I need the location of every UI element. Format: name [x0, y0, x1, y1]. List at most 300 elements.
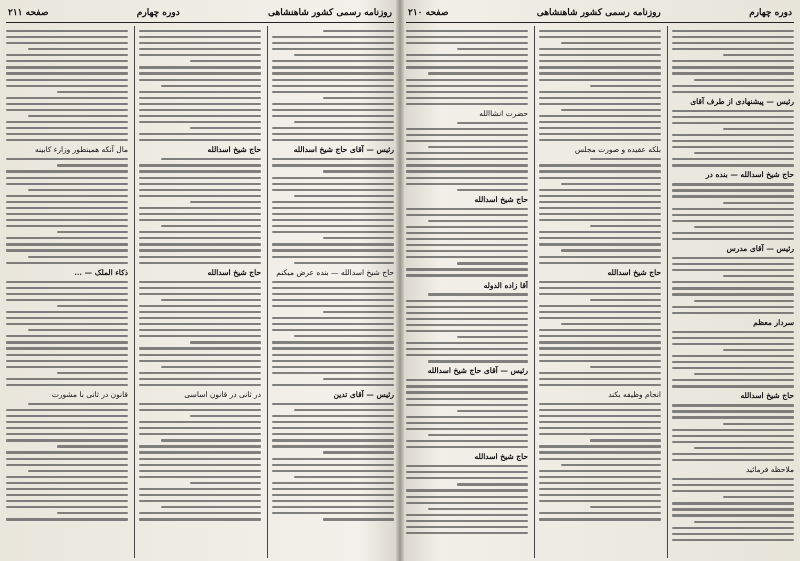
text-line: [6, 311, 128, 313]
text-line: [294, 121, 394, 123]
text-line: [6, 299, 128, 301]
text-line: [406, 520, 528, 522]
text-line: [672, 195, 794, 197]
text-line: [539, 127, 661, 129]
text-line: [672, 281, 794, 283]
text-line: [539, 48, 661, 50]
text-line: [672, 379, 794, 381]
text-line: [6, 97, 128, 99]
text-line: [272, 347, 394, 349]
text-line: [406, 177, 528, 179]
text-line: [139, 262, 261, 264]
text-line: [6, 421, 128, 423]
text-line: [272, 177, 394, 179]
text-line: [6, 335, 128, 337]
text-line: [457, 483, 528, 485]
text-line: [406, 391, 528, 393]
text-line: [272, 470, 394, 472]
text-line: [406, 60, 528, 62]
text-line: [139, 329, 261, 331]
text-line: [406, 214, 528, 216]
text-line: [6, 36, 128, 38]
text-line: [672, 60, 794, 62]
text-line: [272, 433, 394, 435]
text-line: [139, 384, 261, 386]
text-line: [139, 500, 261, 502]
text-line: [57, 231, 128, 233]
text-line: [139, 281, 261, 283]
text-line: [672, 385, 794, 387]
text-line: [323, 518, 394, 520]
text-line: [139, 354, 261, 356]
text-line: [6, 121, 128, 123]
text-line: [139, 360, 261, 362]
speaker-heading: سردار معظم: [753, 317, 794, 327]
text-line: [406, 164, 528, 166]
text-line: [672, 312, 794, 314]
text-line: [428, 360, 528, 362]
text-line: [139, 103, 261, 105]
text-line: [139, 231, 261, 233]
text-line: [539, 170, 661, 172]
text-line: [672, 533, 794, 535]
text-line: [406, 416, 528, 418]
text-line: [672, 484, 794, 486]
text-line: [272, 256, 394, 258]
text-line: [272, 384, 394, 386]
text-line: [6, 494, 128, 496]
text-line: [272, 403, 394, 405]
text-line: [406, 354, 528, 356]
text-line: [272, 109, 394, 111]
text-line: [406, 152, 528, 154]
text-line: [539, 219, 661, 221]
text-line: [672, 429, 794, 431]
text-line: [539, 133, 661, 135]
text-line: [272, 91, 394, 93]
text-line: [272, 79, 394, 81]
text-line: [406, 446, 528, 448]
text-line: [561, 42, 661, 44]
text-line: [272, 354, 394, 356]
text-line: [139, 421, 261, 423]
text-line: [272, 372, 394, 374]
text-line: [672, 367, 794, 369]
text-line: [672, 220, 794, 222]
text-line: [6, 518, 128, 520]
text-line: [272, 445, 394, 447]
text-line: [406, 342, 528, 344]
text-line: [139, 72, 261, 74]
text-line: [139, 256, 261, 258]
text-line: [539, 488, 661, 490]
text-line: [539, 36, 661, 38]
text-line: [539, 500, 661, 502]
text-line: [139, 403, 261, 405]
text-line: [539, 518, 661, 520]
text-line: [323, 311, 394, 313]
text-line: [672, 263, 794, 265]
text-line: [6, 139, 128, 141]
text-line: [294, 476, 394, 478]
text-line: [561, 464, 661, 466]
text-line: [272, 72, 394, 74]
text-line: [139, 121, 261, 123]
text-line: [28, 48, 128, 50]
text-line: [672, 490, 794, 492]
text-line: [6, 243, 128, 245]
text-line: [406, 183, 528, 185]
speaker-heading: حاج شیخ اسدالله — بنده در: [705, 170, 794, 180]
text-fragment: حاج شیخ اسدالله — بنده عرض میکنم: [276, 267, 394, 277]
text-line: [539, 97, 661, 99]
text-line: [406, 97, 528, 99]
text-line: [590, 439, 661, 441]
right-page-column-3: [406, 26, 528, 558]
text-line: [139, 30, 261, 32]
text-line: [57, 164, 128, 166]
text-line: [539, 121, 661, 123]
text-line: [190, 415, 261, 417]
text-line: [6, 54, 128, 56]
text-line: [272, 189, 394, 191]
right-page-header: [406, 6, 794, 23]
text-line: [139, 249, 261, 251]
text-line: [672, 508, 794, 510]
text-line: [406, 502, 528, 504]
text-line: [272, 48, 394, 50]
text-line: [139, 243, 261, 245]
text-line: [161, 225, 261, 227]
text-line: [457, 189, 528, 191]
text-line: [139, 183, 261, 185]
text-line: [539, 470, 661, 472]
text-line: [672, 459, 794, 461]
text-line: [294, 262, 394, 264]
text-line: [539, 195, 661, 197]
text-line: [672, 306, 794, 308]
left-page: [6, 6, 394, 558]
text-line: [457, 336, 528, 338]
text-line: [272, 360, 394, 362]
text-line: [161, 366, 261, 368]
text-line: [590, 506, 661, 508]
text-line: [6, 415, 128, 417]
text-line: [406, 140, 528, 142]
text-line: [272, 293, 394, 295]
text-line: [428, 72, 528, 74]
text-line: [539, 415, 661, 417]
text-line: [57, 445, 128, 447]
text-line: [672, 404, 794, 406]
text-line: [6, 249, 128, 251]
text-line: [672, 478, 794, 480]
text-line: [161, 506, 261, 508]
text-line: [672, 527, 794, 529]
text-line: [672, 164, 794, 166]
text-line: [672, 410, 794, 412]
text-line: [672, 30, 794, 32]
text-line: [139, 91, 261, 93]
text-line: [406, 465, 528, 467]
text-line: [672, 435, 794, 437]
text-line: [539, 54, 661, 56]
text-line: [672, 343, 794, 345]
text-line: [190, 60, 261, 62]
text-line: [6, 133, 128, 135]
text-line: [272, 415, 394, 417]
text-line: [272, 488, 394, 490]
text-line: [672, 91, 794, 93]
text-line: [672, 116, 794, 118]
text-line: [672, 416, 794, 418]
text-line: [139, 48, 261, 50]
text-line: [272, 287, 394, 289]
text-line: [272, 158, 394, 160]
text-line: [672, 502, 794, 504]
text-line: [139, 177, 261, 179]
text-line: [406, 79, 528, 81]
text-line: [139, 445, 261, 447]
right-page-columns: [406, 26, 794, 558]
text-line: [539, 421, 661, 423]
text-line: [406, 398, 528, 400]
text-line: [139, 164, 261, 166]
text-line: [272, 60, 394, 62]
text-line: [139, 347, 261, 349]
text-line: [6, 427, 128, 429]
text-line: [272, 42, 394, 44]
text-line: [539, 427, 661, 429]
text-line: [539, 79, 661, 81]
text-line: [161, 85, 261, 87]
text-line: [406, 489, 528, 491]
text-line: [6, 79, 128, 81]
right-header-center: روزنامه رسمی کشور شاهنشاهی: [536, 8, 661, 18]
text-line: [406, 477, 528, 479]
text-line: [406, 312, 528, 314]
text-line: [6, 341, 128, 343]
speaker-heading: حاج شیخ اسدالله: [474, 452, 528, 462]
text-line: [406, 268, 528, 270]
text-line: [6, 354, 128, 356]
text-line: [539, 384, 661, 386]
text-line: [539, 347, 661, 349]
text-fragment: بلکه عقیده و صورت مجلس: [574, 145, 661, 155]
text-line: [406, 30, 528, 32]
text-line: [272, 164, 394, 166]
text-line: [539, 378, 661, 380]
text-line: [6, 506, 128, 508]
text-line: [139, 372, 261, 374]
text-line: [723, 54, 794, 56]
text-line: [672, 158, 794, 160]
text-line: [28, 256, 128, 258]
text-line: [323, 30, 394, 32]
text-line: [406, 158, 528, 160]
text-line: [6, 439, 128, 441]
text-line: [6, 183, 128, 185]
text-line: [406, 66, 528, 68]
text-line: [6, 317, 128, 319]
text-line: [428, 508, 528, 510]
text-line: [539, 237, 661, 239]
text-line: [6, 366, 128, 368]
text-line: [323, 97, 394, 99]
text-line: [406, 103, 528, 105]
right-page-column-1: [667, 26, 794, 558]
text-line: [139, 311, 261, 313]
text-fragment: در ثانی در قانون اساسی: [184, 389, 261, 399]
text-line: [272, 500, 394, 502]
text-line: [672, 72, 794, 74]
text-line: [539, 30, 661, 32]
text-line: [539, 103, 661, 105]
text-line: [272, 231, 394, 233]
left-page-column-2: [134, 26, 261, 558]
left-header-center: دوره چهارم: [136, 8, 180, 18]
text-line: [672, 331, 794, 333]
text-fragment: مال آنکه همینطور وزارء کابینه: [34, 145, 128, 155]
text-line: [161, 158, 261, 160]
text-line: [139, 133, 261, 135]
text-line: [190, 341, 261, 343]
text-line: [139, 433, 261, 435]
text-line: [539, 409, 661, 411]
text-line: [6, 293, 128, 295]
text-line: [457, 48, 528, 50]
text-line: [272, 243, 394, 245]
text-line: [694, 521, 794, 523]
text-line: [406, 36, 528, 38]
text-line: [6, 66, 128, 68]
text-line: [406, 170, 528, 172]
text-line: [672, 122, 794, 124]
text-line: [428, 293, 528, 295]
text-line: [539, 494, 661, 496]
text-line: [672, 110, 794, 112]
text-line: [406, 471, 528, 473]
text-line: [6, 323, 128, 325]
text-line: [272, 213, 394, 215]
text-line: [539, 91, 661, 93]
text-line: [672, 140, 794, 142]
speaker-heading: حاج شیخ اسدالله: [607, 267, 661, 277]
text-line: [28, 329, 128, 331]
text-line: [539, 335, 661, 337]
text-line: [6, 72, 128, 74]
text-line: [6, 225, 128, 227]
text-line: [406, 256, 528, 258]
text-line: [406, 85, 528, 87]
text-line: [561, 109, 661, 111]
text-line: [723, 275, 794, 277]
text-line: [6, 482, 128, 484]
text-line: [406, 208, 528, 210]
text-line: [539, 403, 661, 405]
text-line: [406, 42, 528, 44]
text-line: [6, 464, 128, 466]
text-line: [139, 139, 261, 141]
text-line: [723, 423, 794, 425]
text-line: [561, 249, 661, 251]
text-line: [272, 421, 394, 423]
text-line: [539, 231, 661, 233]
text-line: [406, 330, 528, 332]
text-line: [6, 207, 128, 209]
text-line: [139, 207, 261, 209]
text-line: [6, 347, 128, 349]
text-line: [539, 60, 661, 62]
text-line: [406, 526, 528, 528]
right-page-column-2: [534, 26, 661, 558]
text-line: [457, 122, 528, 124]
text-line: [190, 201, 261, 203]
text-line: [406, 274, 528, 276]
text-line: [539, 177, 661, 179]
text-line: [539, 451, 661, 453]
text-line: [6, 378, 128, 380]
text-line: [6, 500, 128, 502]
text-line: [694, 300, 794, 302]
text-line: [406, 54, 528, 56]
text-line: [6, 409, 128, 411]
text-line: [672, 293, 794, 295]
text-line: [28, 115, 128, 117]
text-line: [672, 189, 794, 191]
text-line: [590, 366, 661, 368]
text-line: [406, 514, 528, 516]
text-line: [323, 170, 394, 172]
text-line: [672, 441, 794, 443]
text-line: [672, 214, 794, 216]
text-line: [272, 512, 394, 514]
text-line: [294, 409, 394, 411]
text-line: [323, 451, 394, 453]
text-line: [6, 476, 128, 478]
right-page: [406, 6, 794, 558]
text-line: [539, 243, 661, 245]
text-line: [672, 66, 794, 68]
right-header-right: دوره چهارم: [749, 8, 792, 18]
text-line: [139, 458, 261, 460]
text-line: [190, 127, 261, 129]
text-line: [6, 219, 128, 221]
text-line: [723, 202, 794, 204]
text-line: [6, 109, 128, 111]
speaker-heading: رئیس — پیشنهادی از طرف آقای: [690, 96, 794, 106]
text-line: [272, 305, 394, 307]
text-line: [139, 317, 261, 319]
text-line: [161, 299, 261, 301]
text-line: [272, 506, 394, 508]
text-line: [590, 158, 661, 160]
text-line: [139, 323, 261, 325]
text-line: [539, 512, 661, 514]
text-line: [272, 341, 394, 343]
text-line: [6, 85, 128, 87]
text-line: [406, 134, 528, 136]
text-line: [539, 287, 661, 289]
text-fragment: قانون در ثانی با مشورت: [51, 389, 128, 399]
text-line: [539, 293, 661, 295]
text-line: [139, 237, 261, 239]
text-line: [590, 85, 661, 87]
text-line: [672, 269, 794, 271]
text-line: [272, 494, 394, 496]
text-line: [406, 226, 528, 228]
text-line: [406, 306, 528, 308]
